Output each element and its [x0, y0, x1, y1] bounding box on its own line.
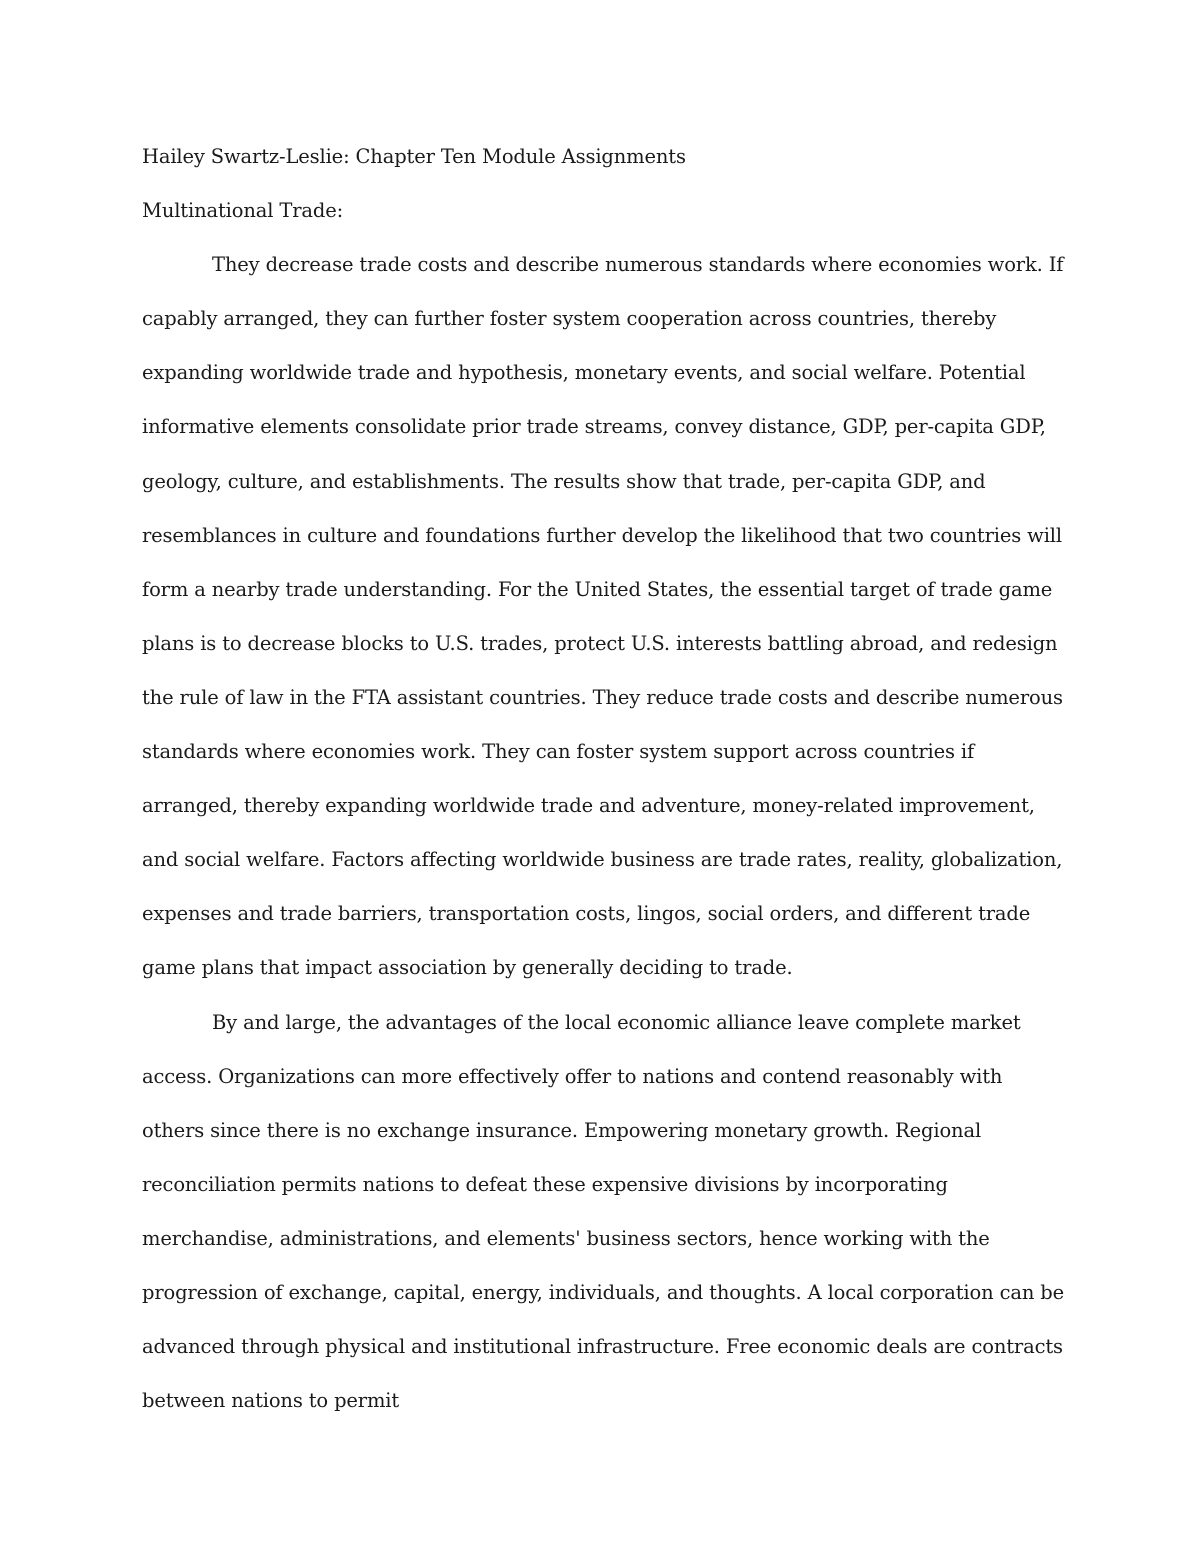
body-paragraph-2: By and large, the advantages of the local economic alliance leave complete market access. Organizations can more effectively offer to nations and contend reasonably with others since there is no exchange insurance. Empowering monetary growth. Regional reconciliation permits nations to defeat these expensive divisions by incorporating merchandise, administrations, and elements' business sectors, hence working with the progression of exchange, capital, energy, individuals, and thoughts. A local corporation can be advanced through physical and institutional infrastructure. Free economic deals are contracts between nations to permit: [142, 1010, 1064, 1413]
document-heading: Hailey Swartz-Leslie: Chapter Ten Module Assignments: [142, 145, 686, 168]
section-title: Multinational Trade:: [142, 199, 343, 223]
body-paragraph-1: They decrease trade costs and describe numerous standards where economies work. If capably arranged, they can further foster system cooperation across countries, thereby expanding worldwide trade and hypothesis, monetary events, and social welfare. Potential informative elements consolidate prior trade streams, convey distance, GDP, per-capita GDP, geology, culture, and establishments. The results show that trade, per-capita GDP, and resemblances in culture and foundations further develop the likelihood that two countries will form a nearby trade understanding. For the United States, the essential target of trade game plans is to decrease blocks to U.S. trades, protect U.S. interests battling abroad, and redesign the rule of law in the FTA assistant countries. They reduce trade costs and describe numerous standards where economies work. They can foster system support across countries if arranged, thereby expanding worldwide trade and adventure, money-related improvement, and social welfare. Factors affecting worldwide business are trade rates, reality, globalization, expenses and trade barriers, transportation costs, lingos, social orders, and different trade game plans that impact association by generally deciding to trade.: [142, 253, 1064, 980]
document-body: [142, 130, 1064, 1428]
